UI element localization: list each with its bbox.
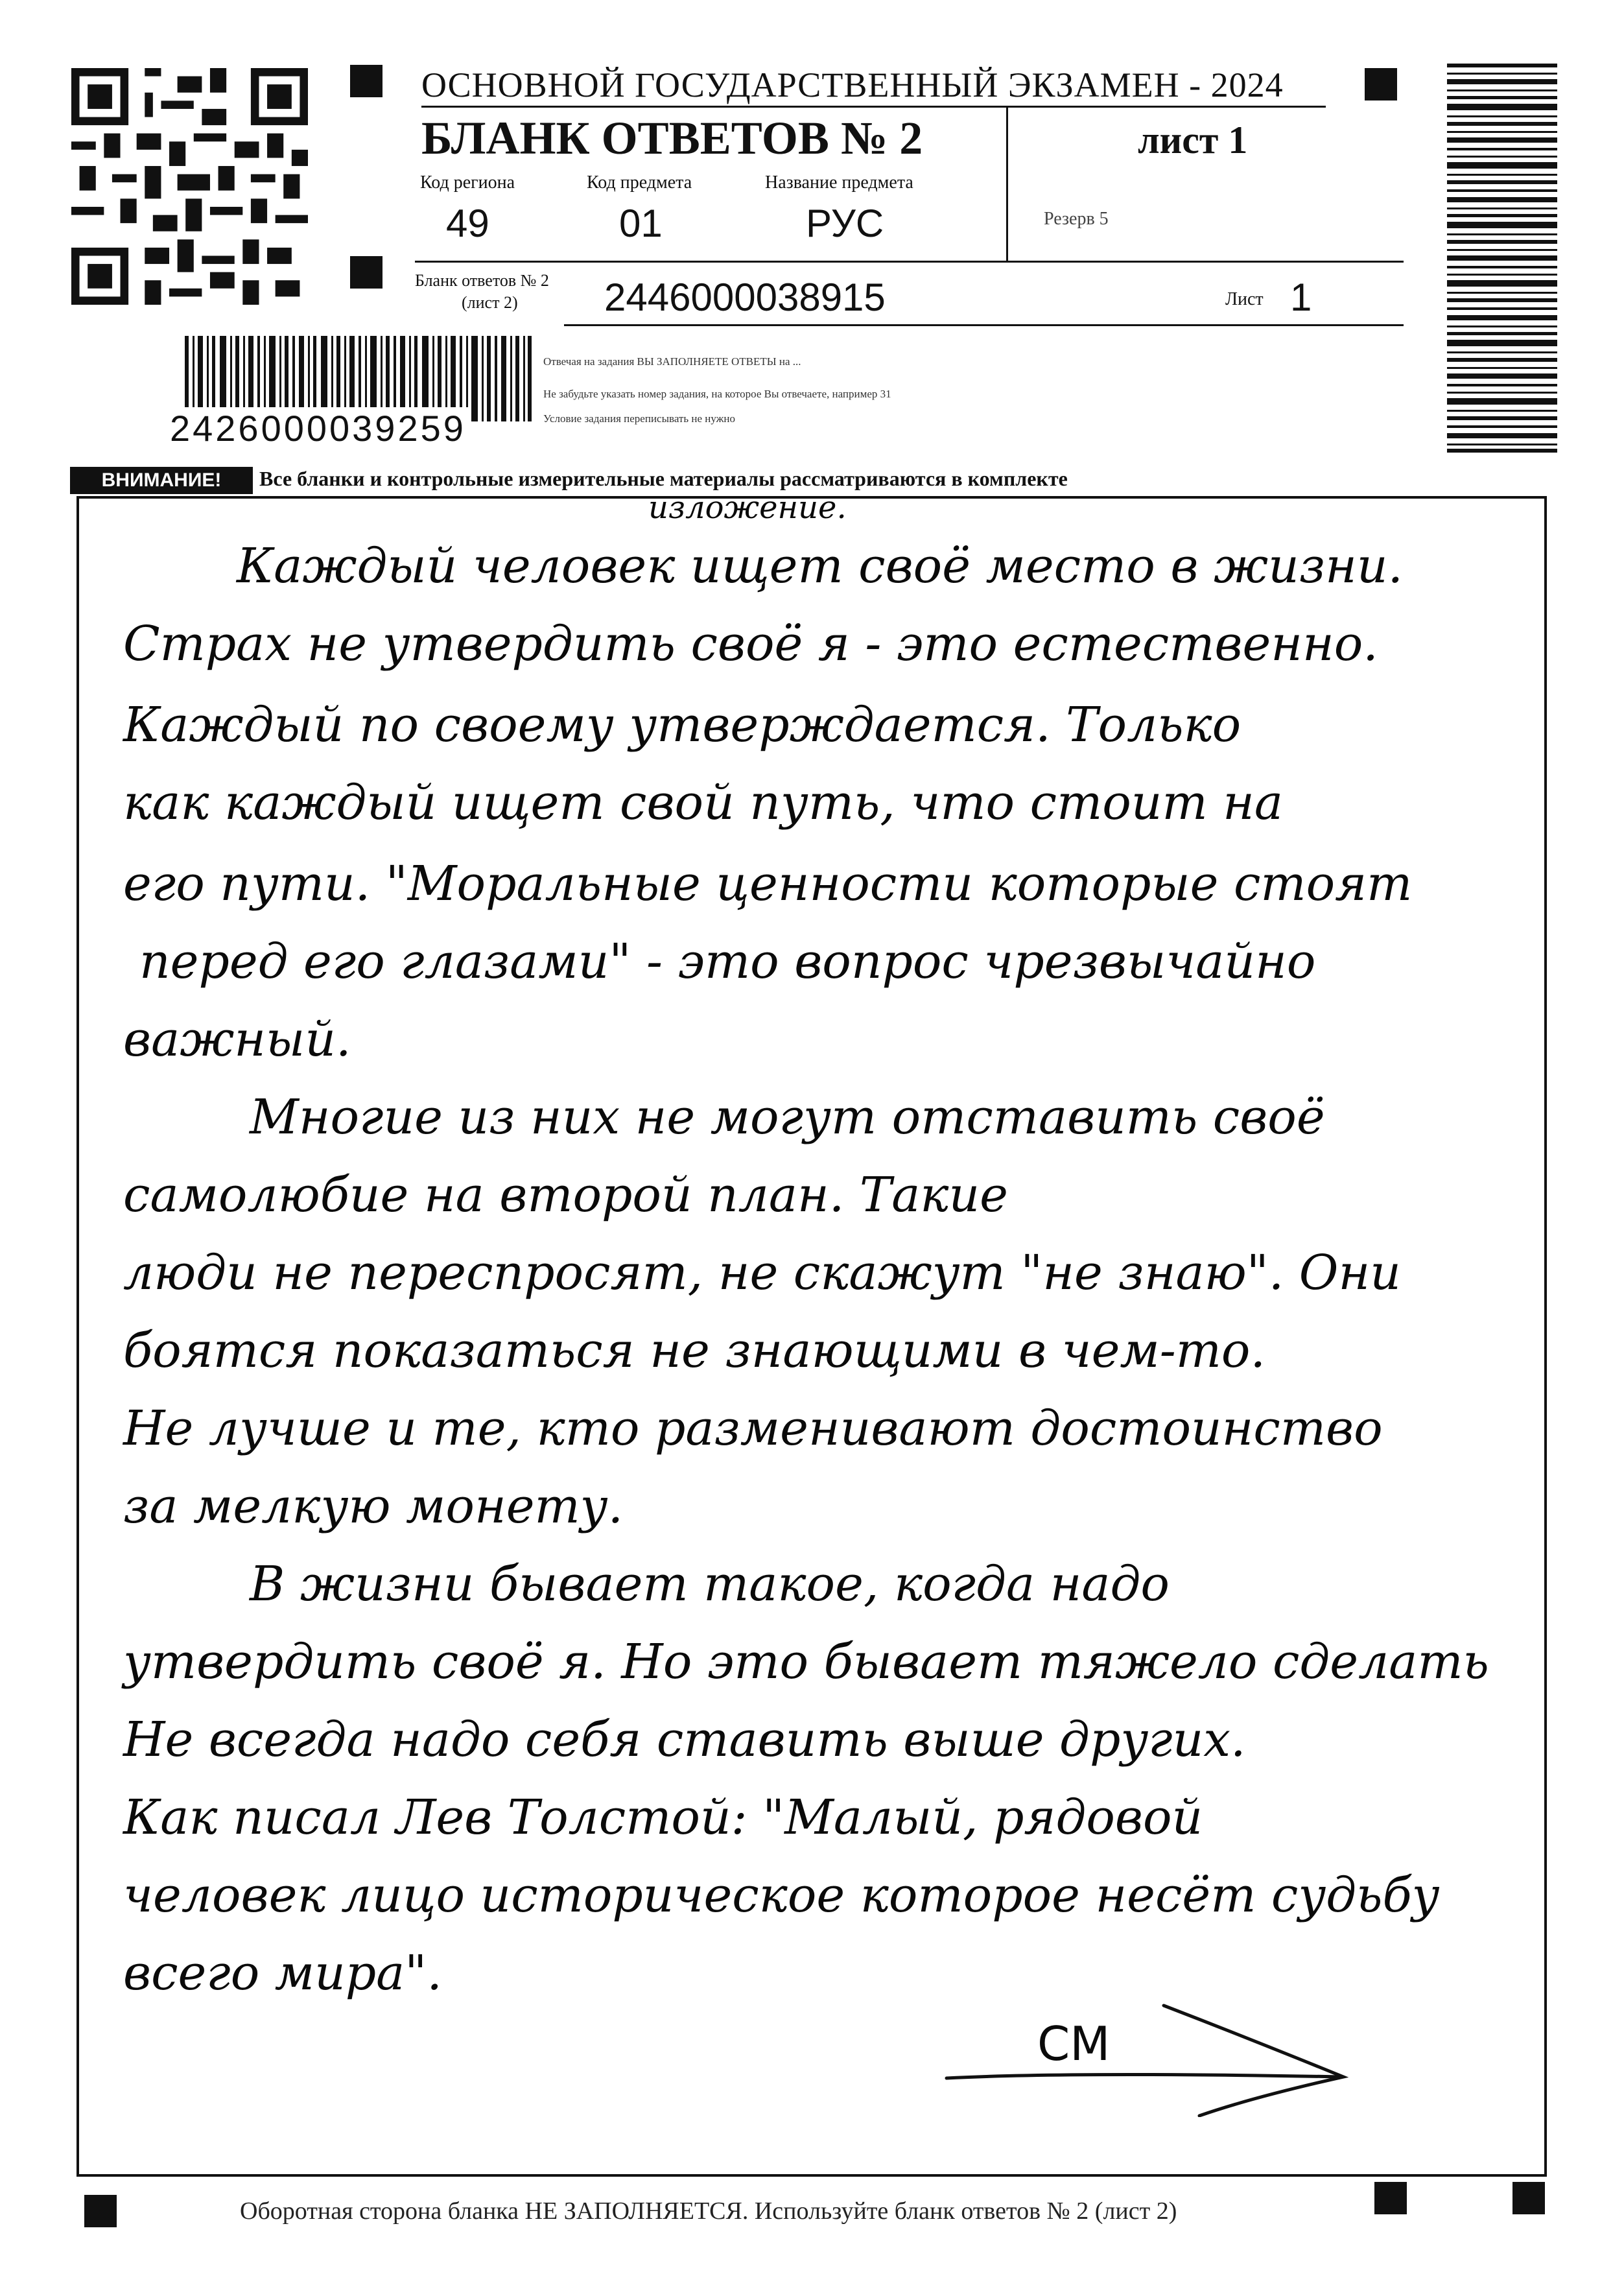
form-number: 2446000038915: [604, 276, 886, 319]
sheet-label: Лист: [1225, 289, 1264, 309]
handwritten-line: Страх не утвердить своё я - это естественно.: [123, 616, 1378, 672]
handwritten-line: Не лучше и те, кто разменивают достоинство: [123, 1401, 1383, 1456]
handwritten-line: его пути. "Моральные ценности которые стоят: [123, 856, 1413, 912]
handwritten-line: за мелкую монету.: [123, 1478, 624, 1534]
reserve-label: Резерв 5: [1044, 209, 1109, 229]
handwritten-line: Каждый по своему утверждается. Только: [123, 697, 1242, 753]
footer-note: Оборотная сторона бланка НЕ ЗАПОЛНЯЕТСЯ. Используйте бланк ответов № 2 (лист 2): [240, 2197, 1177, 2225]
region-label: Код региона: [420, 172, 515, 193]
exam-title: ОСНОВНОЙ ГОСУДАРСТВЕННЫЙ ЭКЗАМЕН - 2024: [421, 65, 1284, 104]
handwritten-line: важный.: [123, 1012, 351, 1067]
arrow-icon: [940, 2000, 1355, 2117]
handwritten-line: боятся показаться не знающими в чем-то.: [123, 1323, 1265, 1379]
handwritten-line: Каждый человек ищет своё место в жизни.: [237, 538, 1404, 594]
corner-marker: [84, 2195, 117, 2227]
subject-code-label: Код предмета: [587, 172, 692, 193]
instruction-note: Отвечая на задания ВЫ ЗАПОЛНЯЕТЕ ОТВЕТЫ на ...: [543, 355, 801, 368]
handwritten-line: В жизни бывает такое, когда надо: [250, 1556, 1170, 1612]
subject-name-label: Название предмета: [765, 172, 913, 193]
corner-marker: [1512, 2182, 1545, 2214]
region-value: 49: [446, 202, 489, 245]
side-barcode: [1447, 64, 1557, 453]
handwritten-line: самолюбие на второй план. Такие: [123, 1167, 1008, 1223]
handwritten-line: утвердить своё я. Но это бывает тяжело сделать: [123, 1634, 1489, 1690]
instruction-note: Условие задания переписывать не нужно: [543, 412, 735, 425]
divider: [564, 324, 1404, 326]
handwritten-line: человек лицо историческое которое несёт судьбу: [123, 1867, 1440, 1923]
warning-text: Все бланки и контрольные измерительные материалы рассматриваются в комплекте: [259, 467, 1068, 490]
corner-marker: [350, 256, 382, 289]
handwritten-line: Не всегда надо себя ставить выше других.: [123, 1712, 1246, 1768]
qr-code: [71, 68, 308, 305]
sheet-value: 1: [1290, 276, 1312, 319]
sheet-title: лист 1: [1138, 119, 1248, 161]
form-sheet2-label: Бланк ответов № 2: [415, 271, 549, 290]
barcode-number: 2426000039259: [167, 407, 469, 449]
form-title: БЛАНК ОТВЕТОВ № 2: [421, 112, 923, 164]
handwritten-line: Как писал Лев Толстой: "Малый, рядовой: [123, 1790, 1203, 1845]
corner-marker: [350, 65, 382, 97]
handwritten-line: Многие из них не могут отставить своё: [250, 1089, 1325, 1145]
answer-label: изложение.: [648, 490, 847, 526]
corner-marker: [1374, 2182, 1407, 2214]
corner-marker: [1365, 68, 1397, 101]
handwritten-line: как каждый ищет свой путь, что стоит на: [123, 775, 1284, 831]
form-sheet2-label-sub: (лист 2): [462, 293, 518, 312]
handwritten-line: перед его глазами" - это вопрос чрезвычайно: [139, 934, 1316, 989]
handwritten-line: люди не переспросят, не скажут "не знаю". Они: [123, 1245, 1401, 1301]
divider: [1006, 108, 1008, 261]
instruction-note: Не забудьте указать номер задания, на которое Вы отвечаете, например 31: [543, 388, 891, 400]
handwritten-line: всего мира".: [123, 1945, 442, 2001]
subject-code-value: 01: [619, 202, 663, 245]
warning-badge: ВНИМАНИЕ!: [70, 467, 253, 494]
divider: [421, 106, 1326, 108]
divider: [415, 261, 1404, 263]
subject-name-value: РУС: [806, 202, 884, 245]
signature: СМ: [1037, 2017, 1111, 2071]
